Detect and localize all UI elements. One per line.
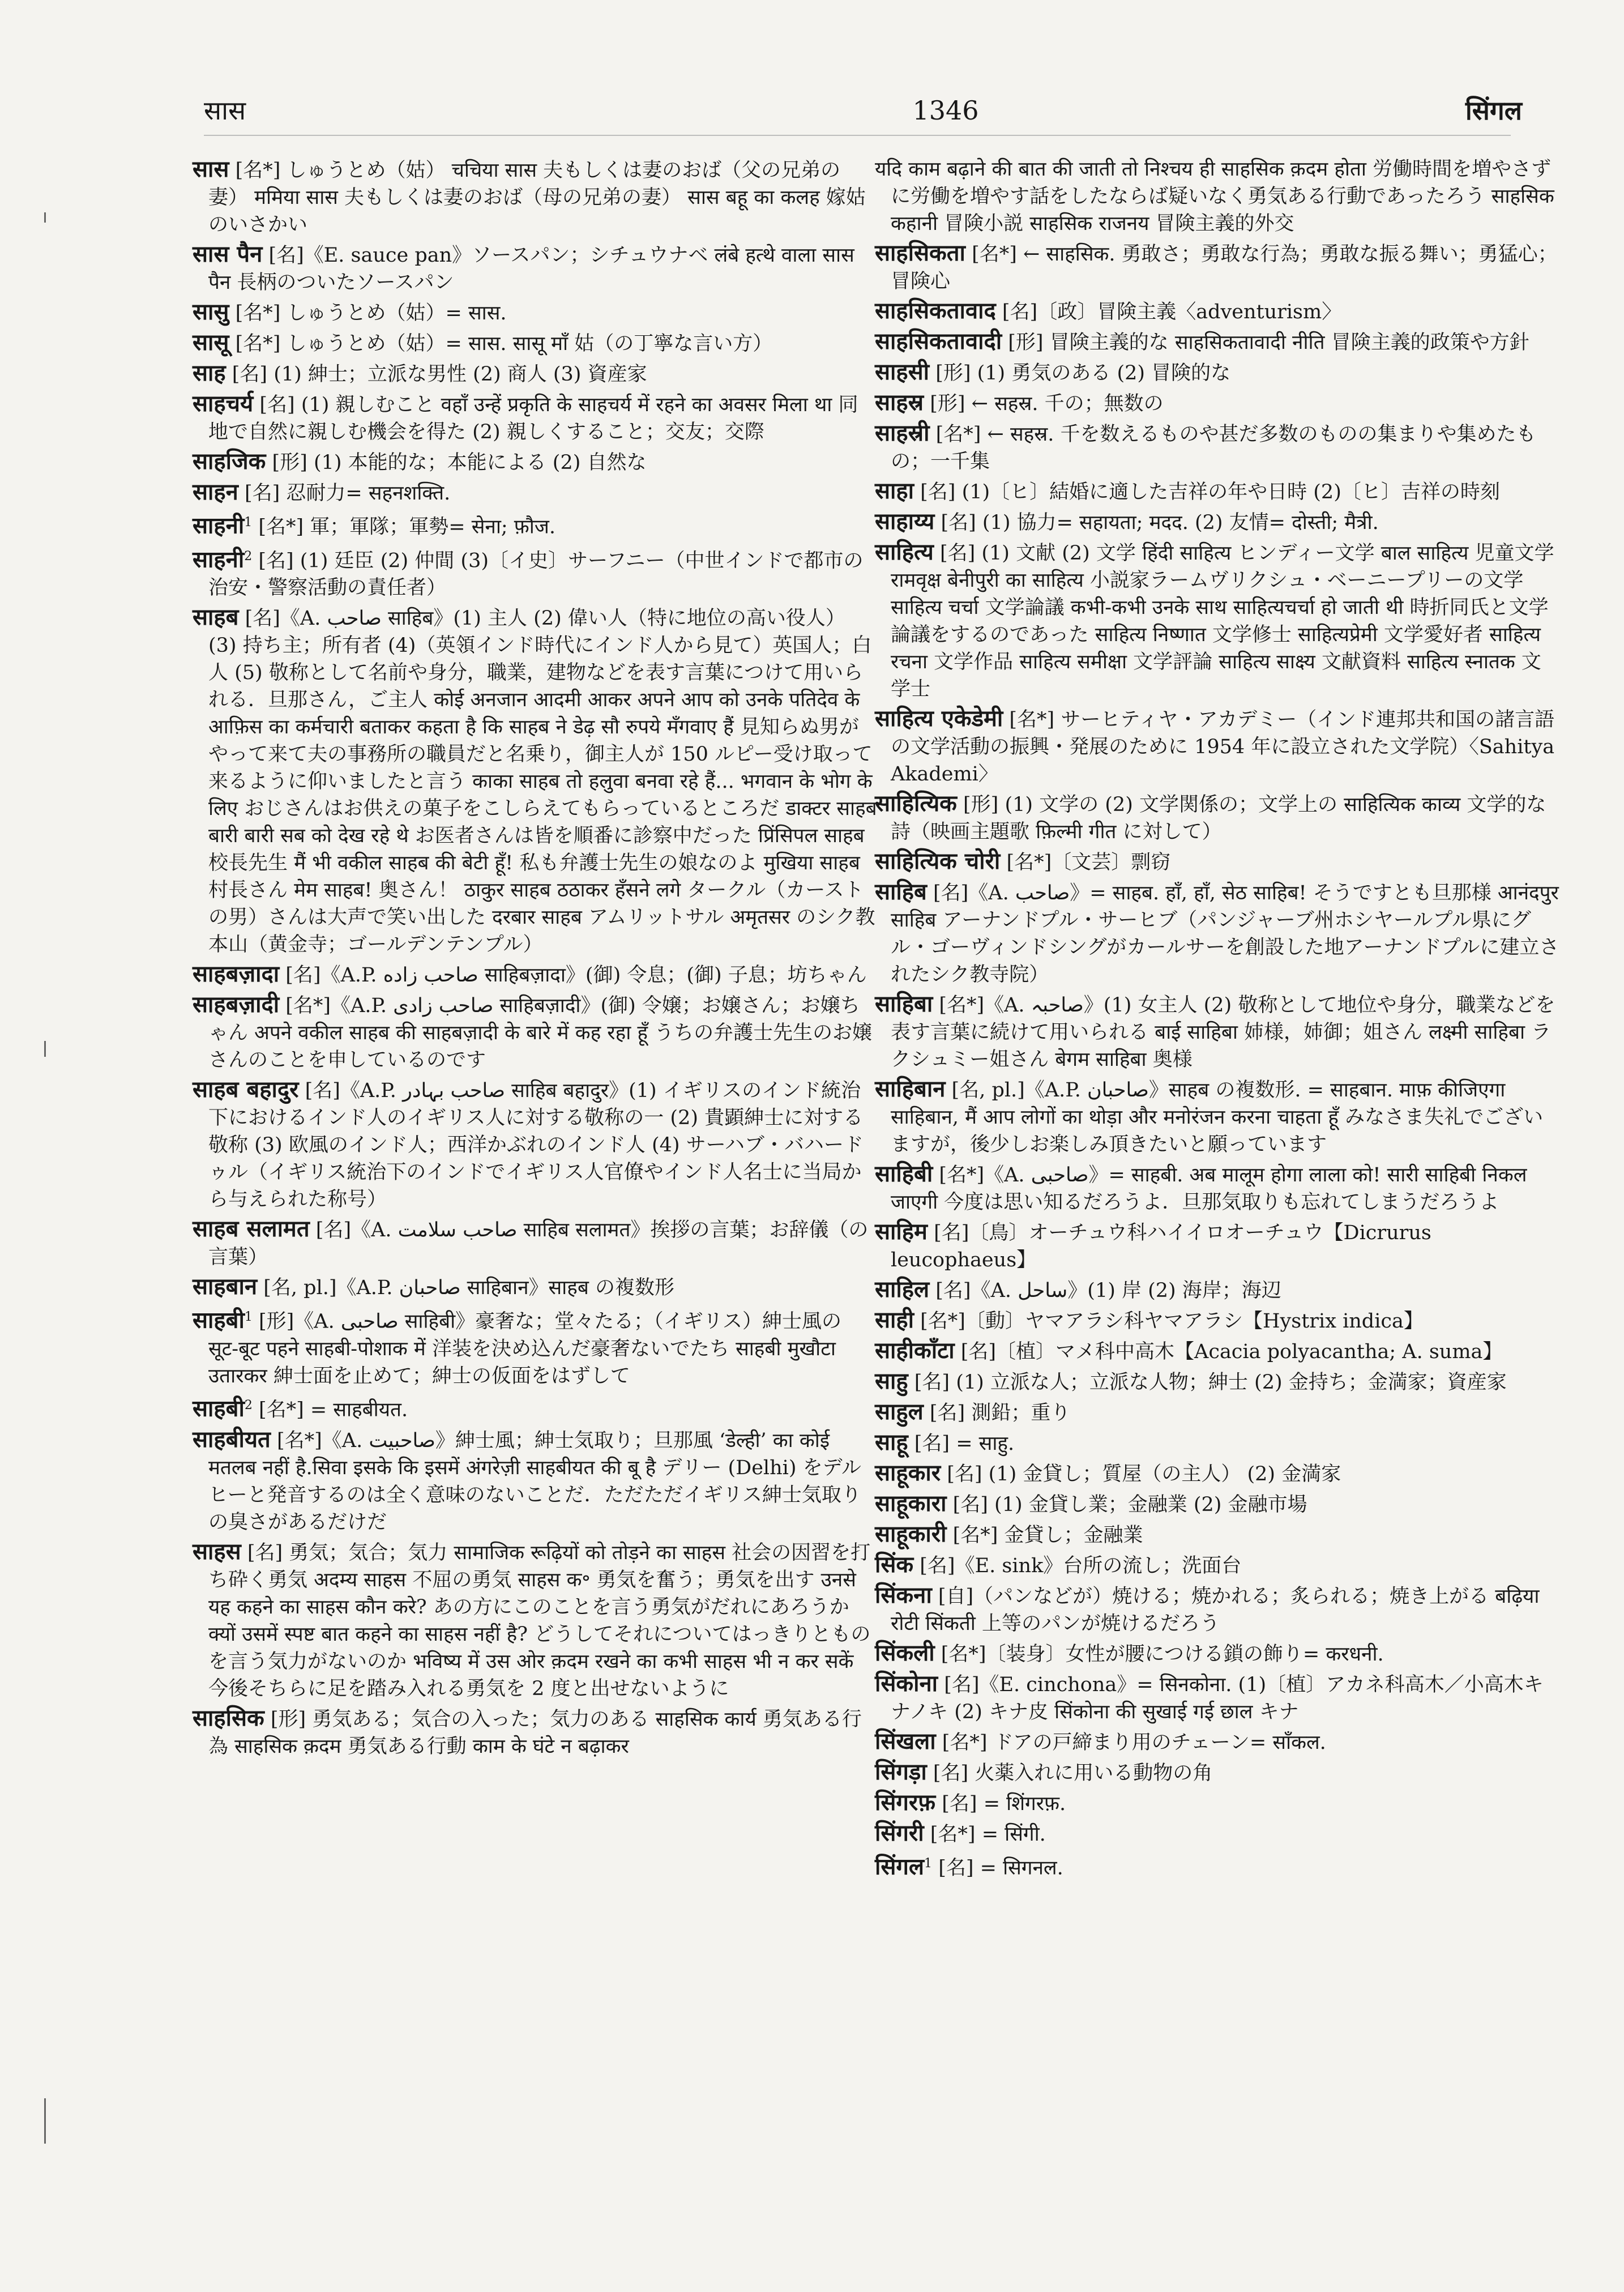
dictionary-entry bbox=[875, 1490, 1560, 1518]
entry-definition: [名] 忍耐力= सहनशक्ति. bbox=[244, 482, 451, 505]
entry-definition: [名*]〔装身〕女性が腰につける鎖の飾り= करधनी. bbox=[941, 1643, 1384, 1666]
dictionary-entry bbox=[193, 1304, 878, 1390]
entry-headword: साहजिक bbox=[193, 448, 266, 475]
entry-definition: [名, pl.]《A.P. صاحبان साहिबान》साहब の複数形 bbox=[263, 1277, 674, 1300]
dictionary-entry bbox=[875, 878, 1560, 988]
dictionary-entry bbox=[193, 1215, 878, 1271]
entry-definition: [名] (1) 協力= सहायता; मदद. (2) 友情= दोस्ती; मैत्री. bbox=[941, 511, 1379, 534]
entry-definition: [名] (1)〔ヒ〕結婚に適した吉祥の年や日時 (2)〔ヒ〕吉祥の時刻 bbox=[920, 481, 1500, 503]
margin-mark bbox=[44, 212, 46, 223]
entry-headword: सिंगरफ़ bbox=[875, 1789, 936, 1816]
entry-definition: [名*] = सिंगी. bbox=[930, 1823, 1046, 1846]
dictionary-entry bbox=[875, 848, 1560, 876]
dictionary-entry bbox=[193, 509, 878, 541]
entry-headword: सिंकली bbox=[875, 1640, 935, 1666]
entry-definition: [名] (1) 金貸し；質屋（の主人） (2) 金満家 bbox=[947, 1463, 1341, 1486]
dictionary-entry bbox=[875, 539, 1560, 703]
entry-definition: [名*] ← सहस्र. 千を数えるものや甚だ多数のものの集まりや集めたもの；一千集 bbox=[891, 423, 1536, 473]
dictionary-entry bbox=[875, 1582, 1560, 1637]
running-head-right: सिंगल bbox=[1465, 95, 1522, 126]
dictionary-entry bbox=[193, 298, 878, 327]
dictionary-entry bbox=[193, 1426, 878, 1536]
entry-definition: [名]〔植〕マメ科中高木【Acacia polyacantha; A. suma】 bbox=[960, 1341, 1503, 1363]
entry-headword: साहन bbox=[193, 479, 238, 505]
homonym-number: 2 bbox=[244, 1398, 253, 1412]
entry-headword: साहूकारा bbox=[875, 1490, 947, 1517]
entry-definition: [名*]〔文芸〕剽窃 bbox=[1006, 851, 1171, 874]
entry-definition: यदि काम बढ़ाने की बात की जाती तो निश्चय ही साहसिक क़दम होता 労働時間を増やさずに労働を増やす話をしたならば疑いなく勇気ある行動であったろう साहसिक कहानी 冒険小説 साहसिक राजनय 冒険主義的外交 bbox=[875, 158, 1554, 235]
entry-definition: [名] = शिंगरफ़. bbox=[942, 1792, 1066, 1815]
dictionary-entry bbox=[875, 1429, 1560, 1457]
entry-headword: साहिल bbox=[875, 1276, 930, 1303]
homonym-number: 1 bbox=[924, 1856, 933, 1871]
entry-headword: साही bbox=[875, 1307, 914, 1333]
entry-definition: [名*] 金貸し；金融業 bbox=[952, 1524, 1143, 1547]
dictionary-entry bbox=[875, 508, 1560, 536]
homonym-number: 1 bbox=[244, 1310, 253, 1325]
dictionary-entry bbox=[875, 1640, 1560, 1668]
entry-definition: [名*] = साहबीयत. bbox=[258, 1398, 408, 1422]
entry-headword: साहूकारी bbox=[875, 1521, 947, 1547]
entry-definition: [名]〔政〕冒険主義〈adventurism〉 bbox=[1002, 301, 1342, 323]
entry-headword: सास bbox=[193, 156, 229, 182]
entry-headword: साहित्यिक चोरी bbox=[875, 848, 1001, 874]
entry-definition: [形] (1) 勇気のある (2) 冒険的な bbox=[935, 362, 1231, 385]
entry-definition: [名]《A. صاحب سلامت साहिब सलामत》挨拶の言葉；お辞儀（の言葉） bbox=[208, 1219, 869, 1269]
entry-definition: [名] 勇気；気合；気力 सामाजिक रूढ़ियों को तोड़ने का साहस 社会の因習を打ち砕く勇気 अदम्य साहस 不屈の勇気 साहस क॰ 勇気を奮う；勇気を出す उनसे यह कहने का साहस कौन करे? あの方にこのことを言う勇気がだれにあろうか क्यों उसमें स्पष्ट बात कहने का साहस नहीं है? どうしてそれについてはっきりとものを言う気力がないのか भविष्य में उस ओर क़दम रखने का कभी साहस भी न कर सकें 今後そちらに足を踏み入れる勇気を 2 度と出せないように bbox=[208, 1541, 871, 1700]
entry-definition: [形] 冒険主義的な साहसिकतावादी नीति 冒険主義的政策や方針 bbox=[1008, 331, 1529, 354]
dictionary-entry bbox=[193, 390, 878, 446]
entry-definition: [名]《E. sink》台所の流し；洗面台 bbox=[920, 1555, 1242, 1577]
entry-definition: [名] (1) 立派な人；立派な人物；紳士 (2) 金持ち；金満家；資産家 bbox=[914, 1371, 1507, 1394]
entry-headword: सिंकोना bbox=[875, 1670, 938, 1697]
dictionary-entry bbox=[875, 1521, 1560, 1549]
left-column bbox=[193, 156, 878, 1762]
entry-headword: साहब बहादुर bbox=[193, 1076, 299, 1103]
dictionary-entry bbox=[875, 156, 1560, 237]
entry-headword: साहसिकतावाद bbox=[875, 297, 996, 324]
entry-headword: साहस bbox=[193, 1538, 241, 1565]
entry-definition: [名]《A.P. صاحب زاده साहिबज़ादा》(御) 令息；(御) 子息；坊ちゃん bbox=[285, 964, 867, 987]
entry-definition: [名*]〔動〕ヤマアラシ科ヤマアラシ【Hystrix indica】 bbox=[920, 1310, 1424, 1333]
entry-headword: साहिबी bbox=[875, 1160, 933, 1187]
entry-headword: साहुल bbox=[875, 1398, 924, 1425]
entry-headword: साहनी bbox=[193, 512, 245, 539]
entry-headword: साहीकाँटा bbox=[875, 1337, 955, 1364]
entry-headword: सिंक bbox=[875, 1551, 914, 1578]
margin-mark bbox=[44, 2098, 46, 2144]
entry-definition: [名]《E. sauce pan》ソースパン；シチュウナベ लंबे हत्थे वाला सास पैन 長柄のついたソースパン bbox=[208, 244, 854, 294]
dictionary-entry bbox=[875, 358, 1560, 387]
entry-definition: [名]《A.P. صاحب بہادر साहिब बहादुर》(1) イギリスのインド統治下におけるインド人のイギリス人に対する敬称の一 (2) 貴顕紳士に対する敬称 (3) 欧風のインド人；西洋かぶれのインド人 (4) サーハブ・バハードゥル（イギリス統治下のインドでイギリス人官僚やインド人名士に当局から与えられた称号） bbox=[208, 1079, 864, 1211]
entry-headword: साहसिकता bbox=[875, 240, 965, 266]
dictionary-entry bbox=[875, 1551, 1560, 1580]
dictionary-entry bbox=[875, 1728, 1560, 1756]
entry-definition: [名] (1) 文献 (2) 文学 हिंदी साहित्य ヒンディー文学 बाल साहित्य 児童文学 रामवृक्ष बेनीपुरी का साहित्य 小説家ラームヴリクシュ・ベーニープリーの文学 साहित्य चर्चा 文学論議 कभी-कभी उनके साथ साहित्यचर्चा हो जाती थी 時折同氏と文学論議をするのであった साहित्य निष्णात 文学修士 साहित्यप्रेमी 文学愛好者 साहित्य रचना 文学作品 साहित्य समीक्षा 文学評論 साहित्य साक्ष्य 文献資料 साहित्य स्नातक 文学士 bbox=[891, 542, 1554, 701]
entry-definition: [形]《A. صاحبی साहिबी》豪奢な；堂々たる；（イギリス）紳士風の सूट-बूट पहने साहबी-पोशाक में 洋装を決め込んだ豪奢ないでたち साहबी मुखौटा उतारकर 紳士面を止めて；紳士の仮面をはずして bbox=[208, 1310, 841, 1388]
entry-headword: साहबज़ादा bbox=[193, 961, 280, 988]
entry-definition: [名]《A. صاحب साहिब》(1) 主人 (2) 偉い人（特に地位の高い役人） (3) 持ち主；所有者 (4)（英領インド時代にインド人から見て）英国人；白人 (5) 敬称として名前や身分，職業，建物などを表す言葉につけて用いられる．旦那さん，ご主人 कोई अनजान आदमी आकर अपने आप को उनके पतिदेव के आफ़िस का कर्मचारी बताकर कहता है कि साहब ने डेढ़ सौ रुपये मँगवाए हैं 見知らぬ男がやって来て夫の事務所の職員だと名乗り，御主人が 150 ルピー受け取って来るように仰いましたと言う काका साहब तो हलुवा बनवा रहे हैं... भगवान के भोग के लिए おじさんはお供えの菓子をこしらえてもらっているところだ डाक्टर साहब बारी बारी सब को देख रहे थे お医者さんは皆を順番に診察中だった प्रिंसिपल साहब 校長先生 मैं भी वकील साहब की बेटी हूँ! 私も弁護士先生の娘なのよ मुखिया साहब 村長さん मेम साहब! 奥さん！ ठाकुर साहब ठठाकर हँसने लगे タークル（カーストの男）さんは大声で笑い出した दरबार साहब アムリットサル अमृतसर のシク教本山（黄金寺；ゴールデンテンプル） bbox=[208, 607, 877, 957]
dictionary-entry bbox=[875, 1850, 1560, 1882]
entry-headword: साहिबा bbox=[875, 991, 933, 1017]
dictionary-entry bbox=[875, 389, 1560, 417]
entry-definition: [名] (1) 廷臣 (2) 仲間 (3)〔イ史〕サーフニー（中世インドで都市の治安・警察活動の責任者） bbox=[208, 549, 864, 600]
entry-definition: [名*] ← साहसिक. 勇敢さ；勇敢な行為；勇敢な振る舞い；勇猛心；冒険心 bbox=[891, 243, 1558, 293]
entry-definition: [名]《A. صاحب》= साहब. हाँ, हाँ, सेठ साहिब! そうですとも旦那様 आनंदपुर साहिब アーナンドプル・サーヒブ（パンジャーブ州ホシヤールプル県にグル・ゴーヴィンドシングがカールサーを創設した地アーナンドプルに建立されたシク教寺院） bbox=[891, 882, 1559, 986]
dictionary-entry bbox=[193, 1392, 878, 1424]
dictionary-entry bbox=[193, 479, 878, 507]
dictionary-entry bbox=[875, 1459, 1560, 1488]
entry-headword: साहस्र bbox=[875, 389, 924, 416]
dictionary-entry bbox=[193, 991, 878, 1074]
dictionary-entry bbox=[875, 1160, 1560, 1216]
entry-definition: [名*] しゅうとめ（姑）= सास. सासू माँ 姑（の丁寧な言い方） bbox=[235, 332, 773, 355]
entry-definition: [形] (1) 文学の (2) 文学関係の；文学上の साहित्यिक काव्य 文学的な詩（映画主題歌 फ़िल्मी गीत に対して） bbox=[891, 793, 1546, 843]
entry-headword: साहित्य bbox=[875, 539, 934, 565]
entry-headword: सिंगल bbox=[875, 1853, 925, 1880]
entry-headword: साहसिक bbox=[193, 1704, 264, 1731]
entry-headword: सिंगड़ा bbox=[875, 1759, 927, 1785]
entry-headword: सासू bbox=[193, 329, 229, 356]
entry-headword: साहब सलामत bbox=[193, 1215, 310, 1243]
entry-definition: [名] (1) 親しむこと वहाँ उन्हें प्रकृति के साहचर्य में रहने का अवसर मिला था 同地で自然に親しむ機会を得た (2) 親しくすること；交友；交際 bbox=[208, 394, 858, 443]
entry-headword: साहब bbox=[193, 604, 239, 631]
dictionary-entry bbox=[875, 477, 1560, 506]
entry-definition: [名*] 軍；軍隊；軍勢= सेना; फ़ौज. bbox=[258, 515, 555, 539]
dictionary-entry bbox=[193, 1705, 878, 1760]
dictionary-entry bbox=[875, 1368, 1560, 1396]
entry-headword: साहचर्य bbox=[193, 390, 254, 417]
dictionary-entry bbox=[875, 1759, 1560, 1787]
entry-headword: साहसी bbox=[875, 358, 930, 385]
dictionary-entry bbox=[875, 420, 1560, 475]
entry-definition: [名]《A. ساحل》(1) 岸 (2) 海岸；海辺 bbox=[935, 1279, 1281, 1302]
dictionary-entry bbox=[875, 705, 1560, 788]
entry-definition: [形] (1) 本能的な；本能による (2) 自然な bbox=[272, 451, 647, 474]
homonym-number: 1 bbox=[244, 515, 253, 530]
entry-headword: साहा bbox=[875, 477, 914, 504]
entry-definition: [名*]《A.P. صاحب زادی साहिबज़ादी》(御) 令嬢；お嬢さん；お嬢ちゃん अपने वकील साहब की साहबज़ादी के बारे में कह रहा हूँ うちの弁護士先生のお嬢さんのことを申しているのです bbox=[208, 995, 873, 1072]
dictionary-entry bbox=[875, 240, 1560, 295]
dictionary-entry bbox=[875, 991, 1560, 1073]
homonym-number: 2 bbox=[244, 549, 253, 564]
dictionary-entry bbox=[193, 360, 878, 388]
entry-headword: साहबी bbox=[193, 1395, 245, 1422]
entry-headword: साहाय्य bbox=[875, 508, 935, 535]
dictionary-entry bbox=[193, 543, 878, 602]
dictionary-entry bbox=[193, 1538, 878, 1702]
entry-headword: साहबीयत bbox=[193, 1425, 271, 1453]
entry-definition: [名*] しゅうとめ（姑） चचिया सास 夫もしくは妻のおば（父の兄弟の妻） ममिया सास 夫もしくは妻のおば（母の兄弟の妻） सास बहू का कलह 嫁姑のいさかい bbox=[208, 159, 866, 236]
entry-definition: [名] = साहु. bbox=[914, 1432, 1015, 1455]
entry-definition: [名]〔鳥〕オーチュウ科ハイイロオーチュウ【Dicrurus leucophaeus】 bbox=[891, 1222, 1431, 1271]
dictionary-entry bbox=[875, 1337, 1560, 1365]
entry-definition: [自]（パンなどが）焼ける；焼かれる；炙られる；焼き上がる बढ़िया रोटी सिंकती 上等のパンが焼けるだろう bbox=[891, 1585, 1540, 1635]
dictionary-entry bbox=[193, 241, 878, 296]
entry-definition: [名*] ドアの戸締まり用のチェーン= साँकल. bbox=[942, 1731, 1326, 1754]
entry-headword: सास पैन bbox=[193, 241, 263, 267]
dictionary-entry bbox=[875, 1276, 1560, 1304]
entry-definition: [名] = सिगनल. bbox=[938, 1856, 1063, 1880]
running-head-left: सास bbox=[204, 95, 246, 126]
entry-headword: साहसिकतावादी bbox=[875, 328, 1002, 355]
entry-headword: साहिबान bbox=[875, 1075, 946, 1102]
dictionary-entry bbox=[875, 1789, 1560, 1817]
entry-headword: साहू bbox=[875, 1429, 908, 1456]
running-head bbox=[193, 85, 1556, 136]
right-column bbox=[875, 156, 1560, 1884]
entry-headword: सासु bbox=[193, 298, 229, 325]
entry-definition: [名*]《A. صاحبیت》紳士風；紳士気取り；旦那風 ‘डेल्ही’ का कोई मतलब नहीं है.सिवा इसके कि इसमें अंगरेज़ी साहबीयत की बू है デリー (Delhi) をデルヒーと発音するのは全く意味のないことだ．ただただイギリス紳士気取りの臭さがあるだけだ bbox=[208, 1429, 861, 1534]
entry-definition: [名] 火薬入れに用いる動物の角 bbox=[933, 1762, 1213, 1785]
dictionary-entry bbox=[875, 297, 1560, 326]
page-number: 1346 bbox=[912, 95, 979, 126]
entry-headword: साहित्य एकेडेमी bbox=[875, 705, 1003, 732]
dictionary-entry bbox=[193, 448, 878, 476]
margin-mark bbox=[44, 1041, 46, 1057]
dictionary-entry bbox=[193, 156, 878, 238]
entry-headword: साहबान bbox=[193, 1273, 258, 1300]
dictionary-entry bbox=[193, 329, 878, 357]
entry-definition: [名*]《A. صاحبہ》(1) 女主人 (2) 敬称として地位や身分，職業などを表す言葉に続けて用いられる बाई साहिबा 姉様，姉御；姐さん लक्ष्मी साहिबा ラクシュミー姐さん बेगम साहिबा 奥様 bbox=[891, 994, 1555, 1071]
dictionary-entry bbox=[193, 604, 878, 958]
entry-headword: सिंखला bbox=[875, 1728, 936, 1755]
entry-headword: साहनी bbox=[193, 546, 245, 573]
entry-definition: [名] (1) 金貸し業；金融業 (2) 金融市場 bbox=[952, 1493, 1307, 1516]
dictionary-entry bbox=[875, 1820, 1560, 1848]
dictionary-entry bbox=[875, 1307, 1560, 1335]
entry-definition: [名*]《A. صاحبی》= साहबी. अब मालूम होगा लाला को! सारी साहिबी निकल जाएगी 今度は思い知るだろうよ．旦那気取りも忘れてしまうだろうよ bbox=[891, 1164, 1527, 1214]
entry-definition: [形] 勇気ある；気合の入った；気力のある साहसिक कार्य 勇気ある行為 साहसिक क़दम 勇気ある行動 काम के घंटे न बढ़ाकर bbox=[208, 1708, 862, 1758]
entry-headword: साहित्यिक bbox=[875, 790, 957, 817]
entry-definition: [名] (1) 紳士；立派な男性 (2) 商人 (3) 資産家 bbox=[232, 363, 647, 386]
entry-headword: साहिब bbox=[875, 878, 927, 905]
dictionary-entry bbox=[875, 1218, 1560, 1274]
entry-definition: [形] ← सहस्र. 千の；無数の bbox=[930, 392, 1164, 415]
entry-headword: साहु bbox=[875, 1368, 908, 1394]
entry-headword: साहबी bbox=[193, 1307, 245, 1334]
dictionary-entry bbox=[875, 328, 1560, 356]
entry-headword: सिंकना bbox=[875, 1582, 932, 1608]
entry-headword: साहस्री bbox=[875, 420, 930, 446]
dictionary-entry bbox=[193, 1076, 878, 1213]
entry-headword: साहिम bbox=[875, 1218, 928, 1245]
dictionary-entry bbox=[875, 1670, 1560, 1726]
entry-headword: सिंगरी bbox=[875, 1820, 924, 1846]
entry-definition: [名*] サーヒティヤ・アカデミー（インド連邦共和国の諸言語の文学活動の振興・発展のために 1954 年に設立された文学院）〈Sahitya Akademi〉 bbox=[891, 708, 1555, 786]
dictionary-entry bbox=[875, 790, 1560, 846]
dictionary-entry bbox=[875, 1075, 1560, 1158]
entry-definition: [名*] しゅうとめ（姑）= सास. bbox=[235, 302, 507, 325]
entry-definition: [名, pl.]《A.P. صاحبان》साहब の複数形. = साहबान. माफ़ कीजिएगा साहिबान, मैं आप लोगों का थोड़ा और मनोरंजन करना चाहता हूँ みなさま失礼でございますが，後少しお楽しみ頂きたいと願っています bbox=[891, 1079, 1544, 1156]
entry-headword: साहूकार bbox=[875, 1459, 941, 1486]
dictionary-entry bbox=[193, 961, 878, 989]
entry-headword: साहबज़ादी bbox=[193, 991, 280, 1018]
entry-headword: साह bbox=[193, 360, 226, 386]
entry-definition: [名] 測鉛；重り bbox=[929, 1402, 1071, 1424]
entry-definition: [名]《E. cinchona》= सिनकोना. (1)〔植〕アカネ科高木／小高木キナノキ (2) キナ皮 सिंकोना की सुखाई गई छाल キナ bbox=[891, 1674, 1544, 1723]
dictionary-entry bbox=[875, 1398, 1560, 1427]
header-rule bbox=[204, 135, 1511, 136]
dictionary-entry bbox=[193, 1273, 878, 1301]
